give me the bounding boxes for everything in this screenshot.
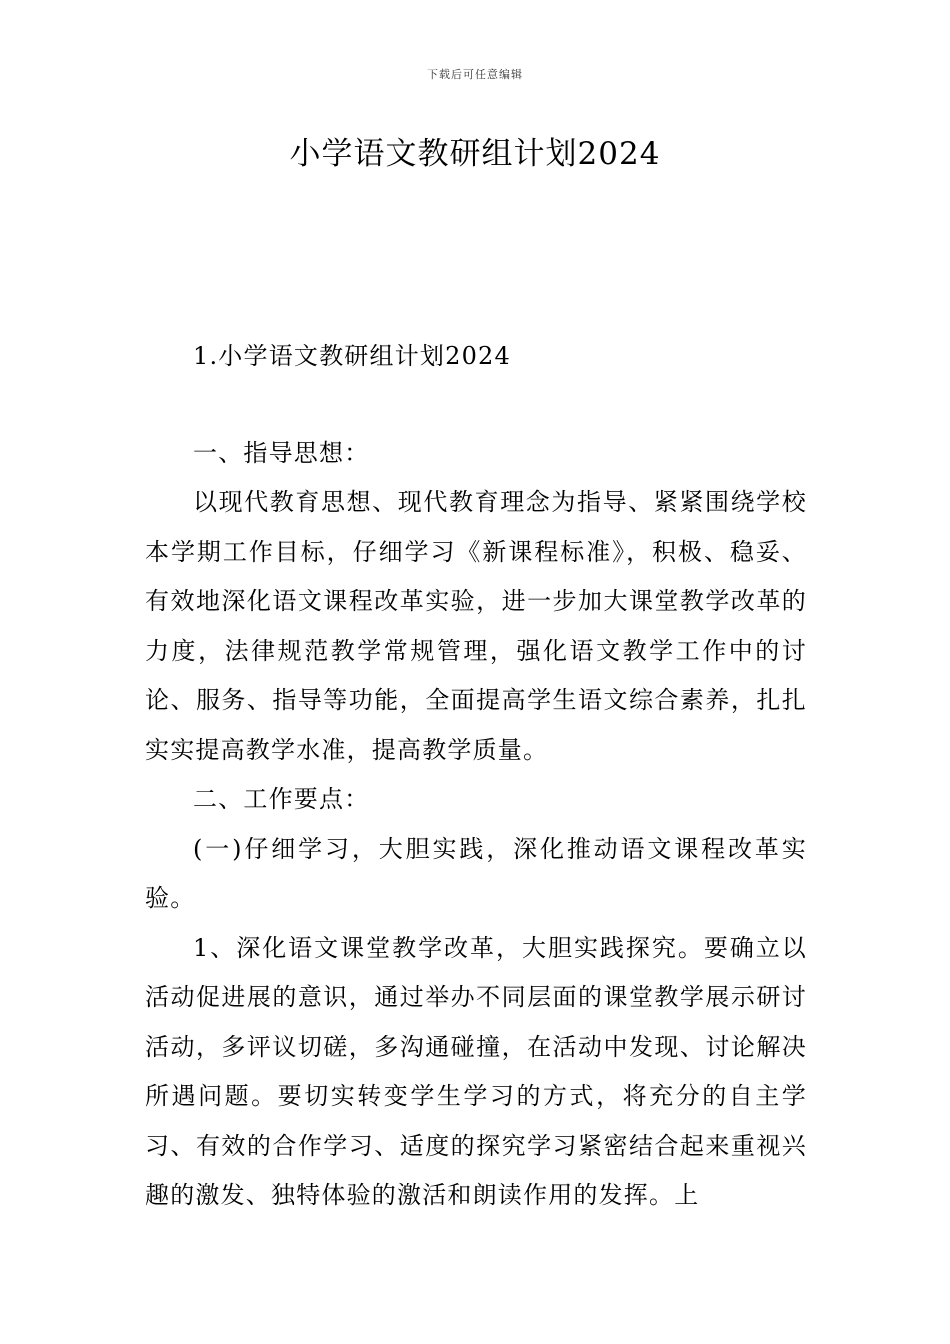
paragraph-guiding-ideology: 以现代教育思想、现代教育理念为指导、紧紧围绕学校本学期工作目标，仔细学习《新课程标准》，积极、稳妥、有效地深化语文课程改革实验，进一步加大课堂教学改革的力度，法律规范教学常规管理，强化语文教学工作中的讨论、服务、指导等功能，全面提高学生语文综合素养，扎扎实实提高教学水准，提高教学质量。: [145, 488, 807, 764]
document-body: [145, 332, 807, 1221]
document-title: 小学语文教研组计划2024: [289, 136, 661, 172]
heading-guiding-ideology: 一、指导思想：: [193, 438, 370, 467]
heading-work-points: 二、工作要点：: [193, 785, 370, 813]
section-subtitle: 1.小学语文教研组计划2024: [193, 342, 511, 370]
header-note: 下载后可任意编辑: [427, 68, 523, 81]
paragraph-work-point-1: (一)仔细学习，大胆实践，深化推动语文课程改革实验。: [145, 834, 807, 912]
paragraph-work-point-1-detail: 1、深化语文课堂教学改革，大胆实践探究。要确立以活动促进展的意识，通过举办不同层面的课堂教学展示研讨活动，多评议切磋，多沟通碰撞，在活动中发现、讨论解决所遇问题。要切实转变学生学习的方式，将充分的自主学习、有效的合作学习、适度的探究学习紧密结合起来重视兴趣的激发、独特体验的激活和朗读作用的发挥。上: [145, 933, 807, 1209]
